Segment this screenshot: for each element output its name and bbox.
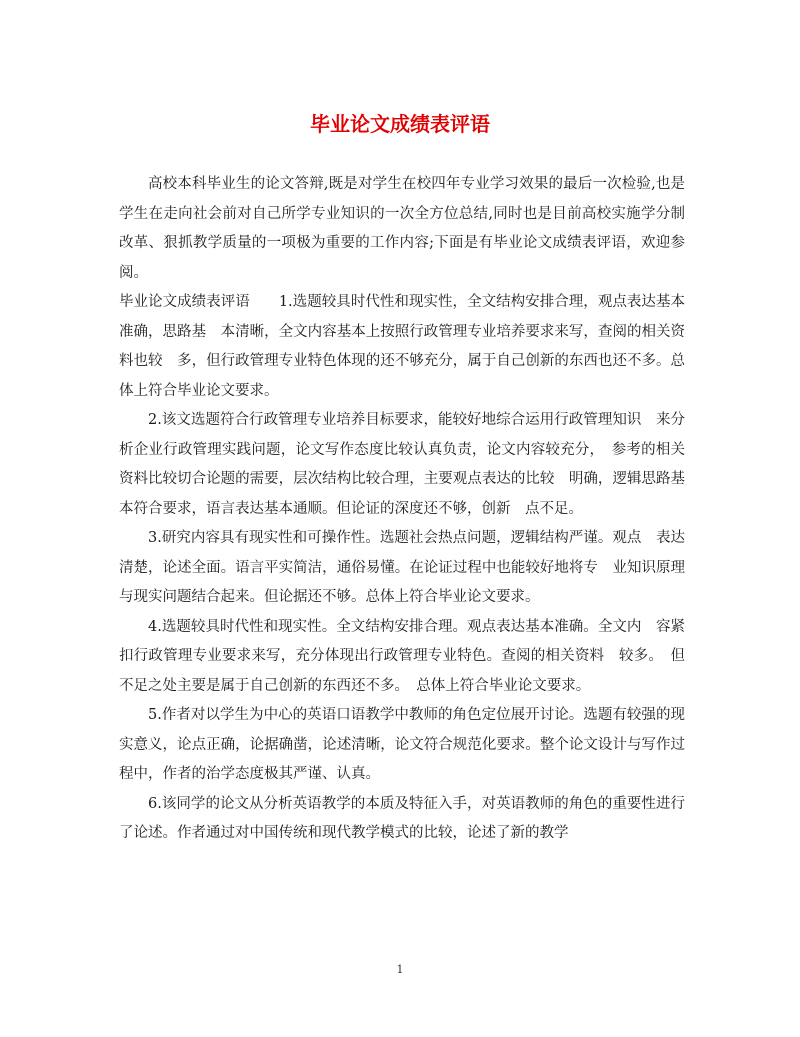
page-number: 1 xyxy=(396,963,404,976)
comment-paragraph-1: 毕业论文成绩表评语 1.选题较具时代性和现实性，全文结构安排合理，观点表达基本准确，思路基 本清晰，全文内容基本上按照行政管理专业培养要求来写，查阅的相关资料也较 多，但行政管理专业特色体现的还不够充分，属于自己创新的东西也还不多。总 体上符合毕业论文要求。 xyxy=(119,294,700,399)
comment-paragraph-6: 6.该同学的论文从分析英语教学的本质及特征入手，对英语教师的角色的重要性进行了论述。作者通过对中国传统和现代教学模式的比较，论述了新的教学 xyxy=(119,795,685,841)
comment-paragraph-5: 5.作者对以学生为中心的英语口语教学中教师的角色定位展开讨论。选题有较强的现实意义，论点正确，论据确凿，论述清晰，论文符合规范化要求。整个论文设计与写作过程中，作者的治学态度极其严谨、认真。 xyxy=(119,707,685,782)
document-title: 毕业论文成绩表评语 xyxy=(310,112,490,136)
document-body xyxy=(119,170,700,849)
comment-paragraph-3: 3.研究内容具有现实性和可操作性。选题社会热点问题，逻辑结构严谨。观点 表达清楚，论述全面。语言平实简洁，通俗易懂。在论证过程中也能较好地将专 业知识原理与现实问题结合起来。但论据还不够。总体上符合毕业论文要求。 xyxy=(119,530,685,605)
intro-paragraph: 高校本科毕业生的论文答辩,既是对学生在校四年专业学习效果的最后一次检验,也是学生在走向社会前对自己所学专业知识的一次全方位总结,同时也是目前高校实施学分制改革、狠抓教学质量的一项极为重要的工作内容;下面是有毕业论文成绩表评语，欢迎参阅。 xyxy=(119,176,685,281)
comment-paragraph-4: 4.选题较具时代性和现实性。全文结构安排合理。观点表达基本准确。全文内 容紧扣行政管理专业要求来写，充分体现出行政管理专业特色。查阅的相关资料 较多。 但不足之处主要是属于自己创新的东西还不多。 总体上符合毕业论文要求。 xyxy=(119,618,685,694)
comment-paragraph-2: 2.该文选题符合行政管理专业培养目标要求，能较好地综合运用行政管理知识 来分析企业行政管理实践问题，论文写作态度比较认真负责，论文内容较充分， 参考的相关资料比较切合论题的需要，层次结构比较合理，主要观点表达的比较 明确，逻辑思路基本符合要求，语言表达基本通顺。但论证的深度还不够，创新 点不足。 xyxy=(119,412,685,517)
